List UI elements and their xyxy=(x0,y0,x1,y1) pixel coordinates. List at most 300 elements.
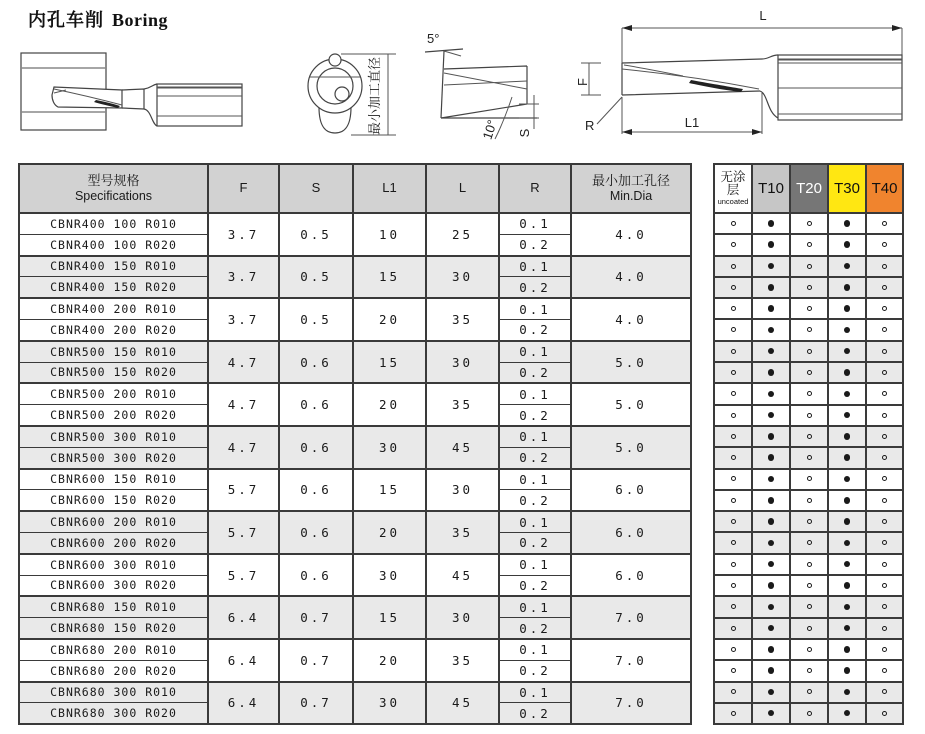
open-circle-icon xyxy=(882,370,887,375)
model-cell: CBNR500 200 R020 xyxy=(19,405,208,426)
open-circle-icon xyxy=(731,540,736,545)
coating-cell xyxy=(866,362,903,383)
open-circle-icon xyxy=(882,434,887,439)
coating-cell xyxy=(828,469,866,490)
angle-10-label: 10° xyxy=(479,117,500,142)
open-circle-icon xyxy=(731,242,736,247)
col-header-s: S xyxy=(279,164,353,213)
open-circle-icon xyxy=(882,562,887,567)
open-circle-icon xyxy=(731,476,736,481)
l-value-cell: 35 xyxy=(426,383,499,426)
coating-cell xyxy=(828,682,866,703)
open-circle-icon xyxy=(731,647,736,652)
coating-cell xyxy=(752,447,790,468)
coating-cell xyxy=(790,682,828,703)
model-cell: CBNR680 200 R010 xyxy=(19,639,208,660)
coating-row xyxy=(714,469,903,490)
model-cell: CBNR680 300 R020 xyxy=(19,703,208,724)
f-value-cell: 3.7 xyxy=(208,256,279,299)
coating-cell xyxy=(866,618,903,639)
l-value-cell: 45 xyxy=(426,554,499,597)
coating-row xyxy=(714,618,903,639)
open-circle-icon xyxy=(807,370,812,375)
coating-cell xyxy=(866,575,903,596)
col-header-uncoated xyxy=(714,164,752,213)
model-cell: CBNR400 200 R010 xyxy=(19,298,208,319)
open-circle-icon xyxy=(731,221,736,226)
min-dia-diagram-label: 最小加工直径 xyxy=(367,56,382,136)
l1-value-cell: 20 xyxy=(353,383,426,426)
s-value-cell: 0.5 xyxy=(279,298,353,341)
open-circle-icon xyxy=(807,519,812,524)
open-circle-icon xyxy=(731,626,736,631)
l1-value-cell: 20 xyxy=(353,639,426,682)
coating-cell xyxy=(866,447,903,468)
col-header-min-dia-en: Min.Dia xyxy=(609,188,653,203)
open-circle-icon xyxy=(882,626,887,631)
coating-cell xyxy=(828,532,866,553)
model-cell: CBNR400 150 R020 xyxy=(19,277,208,298)
l-value-cell: 35 xyxy=(426,639,499,682)
coating-cell xyxy=(828,554,866,575)
r-value-cell: 0.2 xyxy=(499,319,571,340)
coating-cell xyxy=(752,596,790,617)
coating-table xyxy=(713,163,904,725)
open-circle-icon xyxy=(882,476,887,481)
l1-value-cell: 30 xyxy=(353,426,426,469)
model-cell: CBNR680 150 R020 xyxy=(19,618,208,639)
filled-circle-icon xyxy=(844,305,851,312)
s-value-cell: 0.7 xyxy=(279,596,353,639)
coating-row xyxy=(714,277,903,298)
col-header-t40: T40 xyxy=(866,164,903,213)
coating-table-body xyxy=(714,213,903,724)
drawing-boring-in-workpiece xyxy=(18,48,246,133)
coating-cell xyxy=(828,319,866,340)
r-value-cell: 0.1 xyxy=(499,383,571,404)
coating-cell xyxy=(714,575,752,596)
coating-cell xyxy=(714,213,752,234)
filled-circle-icon xyxy=(844,497,851,504)
min-dia-value-cell: 7.0 xyxy=(571,639,691,682)
filled-circle-icon xyxy=(844,454,851,461)
coating-cell xyxy=(828,660,866,681)
coating-cell xyxy=(790,383,828,404)
col-header-t30: T30 xyxy=(828,164,866,213)
coating-cell xyxy=(790,703,828,724)
open-circle-icon xyxy=(807,626,812,631)
coating-cell xyxy=(714,341,752,362)
l-value-cell: 25 xyxy=(426,213,499,256)
coating-cell xyxy=(714,319,752,340)
l1-value-cell: 20 xyxy=(353,511,426,554)
s-value-cell: 0.5 xyxy=(279,256,353,299)
s-value-cell: 0.7 xyxy=(279,682,353,725)
l1-value-cell: 20 xyxy=(353,298,426,341)
coating-row xyxy=(714,341,903,362)
coating-cell xyxy=(714,383,752,404)
open-circle-icon xyxy=(807,391,812,396)
model-cell: CBNR500 200 R010 xyxy=(19,383,208,404)
filled-circle-icon xyxy=(768,305,775,312)
filled-circle-icon xyxy=(768,604,775,611)
coating-cell xyxy=(752,426,790,447)
open-circle-icon xyxy=(882,689,887,694)
coating-cell xyxy=(866,596,903,617)
s-value-cell: 0.6 xyxy=(279,383,353,426)
coating-cell xyxy=(752,511,790,532)
coating-cell xyxy=(714,639,752,660)
open-circle-icon xyxy=(731,604,736,609)
f-value-cell: 5.7 xyxy=(208,469,279,512)
filled-circle-icon xyxy=(844,540,851,547)
coating-cell xyxy=(790,426,828,447)
coating-cell xyxy=(828,341,866,362)
coating-cell xyxy=(714,554,752,575)
page-title-en: Boring xyxy=(112,10,169,30)
open-circle-icon xyxy=(882,711,887,716)
coating-row xyxy=(714,298,903,319)
open-circle-icon xyxy=(807,264,812,269)
coating-cell xyxy=(828,447,866,468)
min-dia-value-cell: 6.0 xyxy=(571,554,691,597)
min-dia-value-cell: 4.0 xyxy=(571,213,691,256)
col-header-r: R xyxy=(499,164,571,213)
coating-cell xyxy=(790,298,828,319)
model-cell: CBNR600 200 R010 xyxy=(19,511,208,532)
coating-cell xyxy=(752,639,790,660)
coating-row xyxy=(714,575,903,596)
coating-row xyxy=(714,383,903,404)
spec-row xyxy=(19,383,691,404)
coating-row xyxy=(714,660,903,681)
min-dia-value-cell: 7.0 xyxy=(571,596,691,639)
col-header-specifications xyxy=(19,164,208,213)
filled-circle-icon xyxy=(768,241,775,248)
open-circle-icon xyxy=(731,562,736,567)
open-circle-icon xyxy=(882,306,887,311)
coating-cell xyxy=(752,405,790,426)
dim-l-label: L xyxy=(759,8,767,23)
filled-circle-icon xyxy=(768,689,775,696)
coating-cell xyxy=(752,234,790,255)
filled-circle-icon xyxy=(768,710,775,717)
spec-row xyxy=(19,213,691,234)
open-circle-icon xyxy=(882,583,887,588)
coating-cell xyxy=(714,703,752,724)
coating-cell xyxy=(866,256,903,277)
coating-cell xyxy=(866,703,903,724)
coating-cell xyxy=(790,234,828,255)
filled-circle-icon xyxy=(844,689,851,696)
filled-circle-icon xyxy=(768,561,775,568)
drawing-end-view xyxy=(303,50,398,140)
r-value-cell: 0.1 xyxy=(499,554,571,575)
open-circle-icon xyxy=(882,221,887,226)
filled-circle-icon xyxy=(844,604,851,611)
coating-cell xyxy=(752,362,790,383)
open-circle-icon xyxy=(807,327,812,332)
coating-cell xyxy=(866,426,903,447)
l1-value-cell: 15 xyxy=(353,341,426,384)
open-circle-icon xyxy=(807,285,812,290)
filled-circle-icon xyxy=(844,518,851,525)
r-value-cell: 0.1 xyxy=(499,256,571,277)
min-dia-value-cell: 5.0 xyxy=(571,341,691,384)
open-circle-icon xyxy=(807,604,812,609)
f-value-cell: 4.7 xyxy=(208,341,279,384)
page-title xyxy=(28,6,168,32)
coating-cell xyxy=(714,682,752,703)
open-circle-icon xyxy=(882,264,887,269)
coating-row xyxy=(714,596,903,617)
col-header-t20: T20 xyxy=(790,164,828,213)
dim-f-label: F xyxy=(575,78,590,86)
r-value-cell: 0.2 xyxy=(499,490,571,511)
filled-circle-icon xyxy=(844,667,851,674)
filled-circle-icon xyxy=(768,667,775,674)
dim-l1-label: L1 xyxy=(684,115,700,130)
coating-cell xyxy=(828,277,866,298)
coating-row xyxy=(714,532,903,553)
open-circle-icon xyxy=(882,668,887,673)
filled-circle-icon xyxy=(768,625,775,632)
min-dia-value-cell: 4.0 xyxy=(571,298,691,341)
coating-cell xyxy=(714,511,752,532)
coating-cell xyxy=(828,405,866,426)
filled-circle-icon xyxy=(768,476,775,483)
r-value-cell: 0.2 xyxy=(499,618,571,639)
col-header-min-dia-zh: 最小加工孔径 xyxy=(591,172,670,188)
min-dia-value-cell: 6.0 xyxy=(571,469,691,512)
filled-circle-icon xyxy=(844,391,851,398)
drawing-angle-view xyxy=(415,25,540,147)
open-circle-icon xyxy=(882,647,887,652)
open-circle-icon xyxy=(807,434,812,439)
model-cell: CBNR500 150 R020 xyxy=(19,362,208,383)
filled-circle-icon xyxy=(768,391,775,398)
r-value-cell: 0.1 xyxy=(499,213,571,234)
uncoated-label-zh: 无涂层 xyxy=(720,169,746,198)
uncoated-label-en: uncoated xyxy=(717,197,749,207)
r-value-cell: 0.1 xyxy=(499,469,571,490)
filled-circle-icon xyxy=(844,412,851,419)
min-dia-value-cell: 7.0 xyxy=(571,682,691,725)
f-value-cell: 6.4 xyxy=(208,596,279,639)
filled-circle-icon xyxy=(844,476,851,483)
coating-cell xyxy=(790,511,828,532)
open-circle-icon xyxy=(807,413,812,418)
spec-row xyxy=(19,596,691,617)
model-cell: CBNR500 300 R010 xyxy=(19,426,208,447)
open-circle-icon xyxy=(882,604,887,609)
filled-circle-icon xyxy=(844,625,851,632)
model-cell: CBNR680 300 R010 xyxy=(19,682,208,703)
s-value-cell: 0.6 xyxy=(279,426,353,469)
coating-cell xyxy=(752,660,790,681)
coating-cell xyxy=(714,660,752,681)
f-value-cell: 5.7 xyxy=(208,511,279,554)
filled-circle-icon xyxy=(768,454,775,461)
l-value-cell: 30 xyxy=(426,341,499,384)
coating-cell xyxy=(714,277,752,298)
coating-cell xyxy=(866,490,903,511)
open-circle-icon xyxy=(807,583,812,588)
model-cell: CBNR600 150 R010 xyxy=(19,469,208,490)
l-value-cell: 45 xyxy=(426,682,499,725)
filled-circle-icon xyxy=(768,220,775,227)
coating-cell xyxy=(828,298,866,319)
s-value-cell: 0.6 xyxy=(279,511,353,554)
coating-cell xyxy=(714,256,752,277)
spec-row xyxy=(19,511,691,532)
open-circle-icon xyxy=(731,306,736,311)
coating-row xyxy=(714,639,903,660)
open-circle-icon xyxy=(731,285,736,290)
open-circle-icon xyxy=(882,327,887,332)
filled-circle-icon xyxy=(844,284,851,291)
s-value-cell: 0.6 xyxy=(279,341,353,384)
coating-cell xyxy=(790,319,828,340)
coating-cell xyxy=(752,256,790,277)
coating-cell xyxy=(828,639,866,660)
r-value-cell: 0.2 xyxy=(499,660,571,681)
r-value-cell: 0.1 xyxy=(499,341,571,362)
model-cell: CBNR400 200 R020 xyxy=(19,319,208,340)
open-circle-icon xyxy=(882,349,887,354)
filled-circle-icon xyxy=(768,518,775,525)
filled-circle-icon xyxy=(844,369,851,376)
col-header-f: F xyxy=(208,164,279,213)
coating-cell xyxy=(828,383,866,404)
coating-cell xyxy=(752,554,790,575)
open-circle-icon xyxy=(882,519,887,524)
open-circle-icon xyxy=(731,711,736,716)
coating-cell xyxy=(714,490,752,511)
coating-cell xyxy=(866,277,903,298)
filled-circle-icon xyxy=(844,327,851,334)
page-title-zh: 内孔车削 xyxy=(28,10,104,30)
filled-circle-icon xyxy=(768,327,775,334)
r-value-cell: 0.2 xyxy=(499,532,571,553)
coating-cell xyxy=(714,447,752,468)
filled-circle-icon xyxy=(768,582,775,589)
f-value-cell: 4.7 xyxy=(208,426,279,469)
open-circle-icon xyxy=(807,540,812,545)
coating-row xyxy=(714,405,903,426)
coating-cell xyxy=(752,682,790,703)
coating-row xyxy=(714,256,903,277)
l1-value-cell: 30 xyxy=(353,554,426,597)
open-circle-icon xyxy=(731,264,736,269)
filled-circle-icon xyxy=(844,561,851,568)
filled-circle-icon xyxy=(844,646,851,653)
col-header-min-dia xyxy=(571,164,691,213)
coating-cell xyxy=(790,596,828,617)
open-circle-icon xyxy=(882,498,887,503)
open-circle-icon xyxy=(731,668,736,673)
coating-row xyxy=(714,426,903,447)
filled-circle-icon xyxy=(768,348,775,355)
open-circle-icon xyxy=(731,689,736,694)
filled-circle-icon xyxy=(768,433,775,440)
open-circle-icon xyxy=(882,540,887,545)
coating-cell xyxy=(866,469,903,490)
open-circle-icon xyxy=(807,689,812,694)
angle-5-label: 5° xyxy=(427,31,440,46)
coating-cell xyxy=(828,575,866,596)
coating-row xyxy=(714,511,903,532)
drawing-tool-dimensions xyxy=(573,6,918,142)
coating-cell xyxy=(828,256,866,277)
min-dia-value-cell: 6.0 xyxy=(571,511,691,554)
model-cell: CBNR400 100 R010 xyxy=(19,213,208,234)
open-circle-icon xyxy=(807,668,812,673)
coating-cell xyxy=(828,618,866,639)
col-header-l1: L1 xyxy=(353,164,426,213)
model-cell: CBNR500 150 R010 xyxy=(19,341,208,362)
filled-circle-icon xyxy=(844,241,851,248)
coating-cell xyxy=(866,511,903,532)
min-dia-value-cell: 5.0 xyxy=(571,426,691,469)
open-circle-icon xyxy=(731,455,736,460)
model-cell: CBNR680 150 R010 xyxy=(19,596,208,617)
coating-cell xyxy=(790,575,828,596)
open-circle-icon xyxy=(882,285,887,290)
open-circle-icon xyxy=(807,562,812,567)
coating-cell xyxy=(790,256,828,277)
open-circle-icon xyxy=(731,349,736,354)
coating-cell xyxy=(752,490,790,511)
coating-cell xyxy=(790,405,828,426)
spec-row xyxy=(19,256,691,277)
coating-cell xyxy=(714,426,752,447)
coating-cell xyxy=(866,383,903,404)
coating-cell xyxy=(752,383,790,404)
r-value-cell: 0.2 xyxy=(499,234,571,255)
coating-cell xyxy=(866,682,903,703)
open-circle-icon xyxy=(807,349,812,354)
col-header-spec-zh: 型号规格 xyxy=(87,172,140,188)
coating-row xyxy=(714,554,903,575)
open-circle-icon xyxy=(731,498,736,503)
open-circle-icon xyxy=(807,221,812,226)
r-value-cell: 0.2 xyxy=(499,405,571,426)
spec-table-header-row xyxy=(19,164,691,213)
coating-cell xyxy=(790,618,828,639)
l-value-cell: 30 xyxy=(426,596,499,639)
open-circle-icon xyxy=(731,413,736,418)
spec-row xyxy=(19,639,691,660)
coating-cell xyxy=(828,234,866,255)
coating-cell xyxy=(866,639,903,660)
coating-cell xyxy=(866,532,903,553)
spec-row xyxy=(19,341,691,362)
coating-cell xyxy=(714,362,752,383)
coating-cell xyxy=(828,213,866,234)
min-dia-value-cell: 5.0 xyxy=(571,383,691,426)
coating-cell xyxy=(752,532,790,553)
filled-circle-icon xyxy=(768,284,775,291)
coating-cell xyxy=(866,405,903,426)
r-value-cell: 0.2 xyxy=(499,575,571,596)
dim-s-label: S xyxy=(517,128,532,138)
coating-cell xyxy=(790,447,828,468)
coating-cell xyxy=(866,554,903,575)
filled-circle-icon xyxy=(844,433,851,440)
l1-value-cell: 15 xyxy=(353,256,426,299)
coating-row xyxy=(714,682,903,703)
